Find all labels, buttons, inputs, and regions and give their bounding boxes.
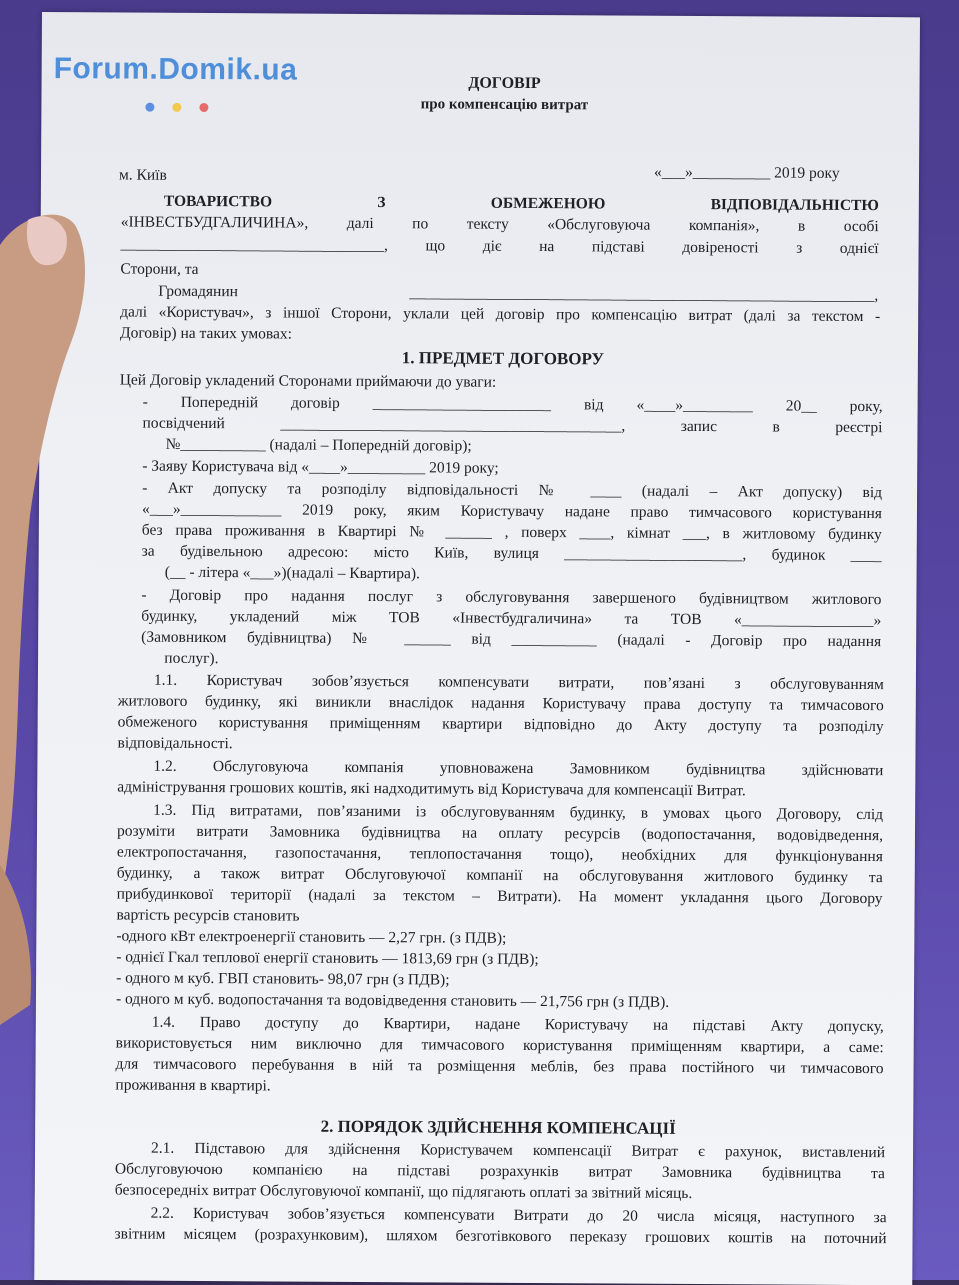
clause-1-2: 1.2. Обслуговуюча компанія уповноважена Замовником будівництва здійснювати bbox=[153, 757, 884, 780]
party-line: __________________________________, що діє на підставі довіреності з однієї bbox=[120, 235, 879, 258]
clause-1-1: обмеженого користування приміщенням квартири відповідно до Акту доступу та розподілу bbox=[117, 713, 884, 736]
bullet-line: без права проживання в Квартирі № ______ , поверх ____, кімнат ___, в житловому будинку bbox=[141, 521, 882, 544]
party-line: «ІНВЕСТБУДГАЛИЧИНА», далі по тексту «Обслуговуюча компанія», в особі bbox=[120, 213, 879, 236]
clause-1-4: використовується ним виключно для тимчасового користування приміщенням квартири, а саме: bbox=[115, 1034, 884, 1057]
bullet-line: №___________ (надалі – Попередній договір); bbox=[142, 435, 472, 455]
clause-2-1: безпосередніх витрат Обслуговуючої компанії, що підлягають оплаті за звітний місяць. bbox=[114, 1181, 693, 1202]
watermark-logo: Forum.Domik.ua bbox=[53, 52, 298, 87]
tariff-line: -одного кВт електроенергії становить — 2,27 грн. (з ПДВ); bbox=[116, 927, 507, 947]
contract-page bbox=[34, 12, 920, 1285]
clause-2-2: 2.2. Користувач зобов’язується компенсувати Витрати до 20 числа місяця, наступного за bbox=[150, 1204, 887, 1227]
clause-1-4: 1.4. Право доступу до Квартири, надане Користувачу на підставі Акту допуску, bbox=[151, 1013, 884, 1036]
clause-1-3: будинку, а також витрат Обслуговуючої компанії на обслуговування житлового будинку та bbox=[116, 864, 883, 887]
clause-1-2: адміністрування грошових коштів, які надходитимуть від Користувача для компенсації Витрат. bbox=[117, 778, 746, 800]
section-1-intro: Цей Договір укладений Сторонами приймаючи до уваги: bbox=[119, 371, 497, 391]
bullet-line: послуг). bbox=[141, 649, 219, 668]
clause-2-2: звітним місяцем (розрахунковим), шляхом безготівкового переказу грошових коштів на поточний bbox=[114, 1225, 887, 1248]
clause-1-3: 1.3. Під витратами, пов’язаними із обслуговуванням будинку, в умовах цього Договору, слід bbox=[153, 801, 884, 824]
clause-1-4: проживання в квартирі. bbox=[115, 1076, 271, 1095]
bullet-line: - Заяву Користувача від «____»__________ 2019 року; bbox=[142, 457, 499, 477]
bullet-line: - Договір про надання послуг з обслуговування завершеного будівництвом житлового bbox=[141, 586, 882, 609]
clause-1-3: розуміти витрати Замовника будівництва на оплату ресурсів (водопостачання, водовідведення, bbox=[116, 822, 884, 845]
clause-1-1: 1.1. Користувач зобов’язується компенсувати витрати, пов’язані з обслуговуванням bbox=[153, 671, 884, 694]
party-line: Договір) на таких умовах: bbox=[119, 324, 293, 343]
bullet-line: - Акт допуску та розподілу відповідальності № ____ (надалі – Акт допуску) від bbox=[142, 479, 883, 502]
bullet-line: - Попередній договір _______________________ від «____»_________ 20__ року, bbox=[142, 393, 883, 416]
party-line: Громадянин ____________________________________________________________, bbox=[158, 282, 879, 305]
party-line: далі «Користувач», з іншої Сторони, уклали цей договір про компенсацію витрат (далі за текстом - bbox=[120, 303, 881, 326]
section-1-title: 1. ПРЕДМЕТ ДОГОВОРУ bbox=[401, 348, 605, 369]
bullet-line: посвідчений ____________________________________________, запис в реєстрі bbox=[142, 414, 883, 437]
clause-1-1: відповідальності. bbox=[117, 734, 233, 753]
party-line: ТОВАРИСТВО З ОБМЕЖЕНОЮ ВІДПОВІДАЛЬНІСТЮ bbox=[163, 192, 879, 215]
document-title: ДОГОВІР bbox=[468, 74, 541, 93]
clause-1-3: вартість ресурсів становить bbox=[116, 906, 300, 925]
date-line: «___»__________ 2019 року bbox=[653, 163, 840, 182]
bullet-line: будинку, укладений між ТОВ «Інвестбудгаличина» та ТОВ «_________________» bbox=[141, 607, 882, 630]
bullet-line: (Замовником будівництва) № ______ від ___________ (надалі - Договір про надання bbox=[141, 628, 882, 651]
document-subtitle: про компенсацію витрат bbox=[420, 96, 589, 114]
bullet-line: за будівельною адресою: місто Київ, вулиця _______________________, будинок ____ bbox=[141, 542, 882, 565]
clause-1-4: для тимчасового перебування в ній та розміщення меблів, без права постійного чи тимчасового bbox=[115, 1055, 884, 1078]
city: м. Київ bbox=[118, 166, 167, 184]
clause-2-1: 2.1. Підставою для здійснення Користувачем компенсації Витрат є рахунок, виставлений bbox=[151, 1139, 886, 1162]
clause-1-1: житлового будинку, які виникли внаслідок надання Користувачу права доступу та тимчасового bbox=[117, 692, 884, 715]
party-line: Сторони, та bbox=[120, 260, 199, 278]
tariff-line: - одного м куб. водопостачання та водовідведення становить — 21,756 грн (з ПДВ). bbox=[115, 990, 670, 1011]
bullet-line: «___»_____________ 2019 року, яким Користувачу надане право тимчасового користування bbox=[141, 500, 883, 523]
bullet-line: (__ - літера «___»)(надалі – Квартира). bbox=[141, 563, 420, 583]
clause-1-3: прибудинкової території (надалі за текстом – Витрати). На момент укладання цього Договору bbox=[116, 885, 883, 908]
section-2-title: 2. ПОРЯДОК ЗДІЙСНЕННЯ КОМПЕНСАЦІЇ bbox=[320, 1116, 676, 1138]
clause-1-3: електропостачання, газопостачання, теплопостачання тощо), необхідних для функціонування bbox=[116, 843, 883, 866]
clause-2-1: Обслуговуючою компанією на підставі розрахунків витрат Замовника будівництва та bbox=[114, 1160, 885, 1183]
tariff-line: - однієї Гкал теплової енергії становить — 1813,69 грн (з ПДВ); bbox=[116, 948, 539, 969]
tariff-line: - одного м куб. ГВП становить- 98,07 грн (з ПДВ); bbox=[116, 969, 450, 989]
